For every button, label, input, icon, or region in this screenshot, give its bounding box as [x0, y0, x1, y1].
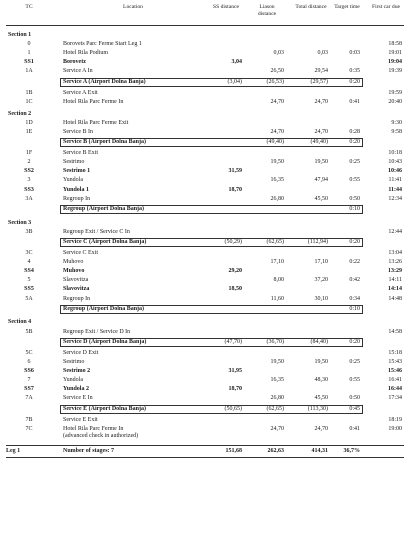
- header-liaison-distance: Liason distance: [257, 4, 277, 17]
- tc-code: 7: [27, 377, 31, 384]
- target-time: 0:20: [349, 139, 360, 146]
- liaison-distance: 26,80: [270, 395, 284, 402]
- table-header: [0, 0, 410, 26]
- header-divider: [6, 25, 404, 26]
- location-name: Service B In: [63, 128, 93, 135]
- total-distance: 48,30: [314, 377, 328, 384]
- first-car-due: 14:58: [388, 328, 402, 335]
- tc-code: 2: [27, 159, 31, 166]
- ss-distance: 18,50: [228, 286, 242, 293]
- ss-distance: 31,95: [228, 368, 242, 375]
- control-row: [0, 58, 410, 67]
- location-name: Sestrimo: [63, 359, 85, 365]
- control-row: [0, 367, 410, 376]
- location-name: Service E In: [63, 395, 93, 402]
- first-car-due: 10:46: [388, 168, 402, 175]
- location-name: Service C Exit: [63, 250, 98, 256]
- service-row: [0, 338, 410, 347]
- first-car-due: 12:34: [388, 195, 402, 202]
- liaison-distance: 19,50: [270, 359, 284, 365]
- tc-code: 5B: [25, 328, 33, 335]
- tc-code: SS3: [24, 186, 34, 193]
- first-car-due: 17:34: [388, 395, 402, 402]
- leg-ss-total: 151,68: [225, 447, 242, 454]
- first-car-due: 9:30: [391, 119, 402, 126]
- first-car-due: 11:44: [388, 186, 402, 193]
- location-name: Service B Exit: [63, 150, 98, 157]
- control-row: [0, 394, 410, 403]
- first-car-due: 14:11: [388, 277, 402, 284]
- service-row: [0, 78, 410, 87]
- control-row: [0, 328, 410, 337]
- control-row: [0, 228, 410, 237]
- tc-code: 5: [27, 277, 31, 284]
- first-car-due: 20:40: [388, 98, 402, 105]
- tc-code: 1D: [25, 119, 33, 126]
- location-name: Muhovo: [63, 268, 85, 275]
- ss-distance: 29,20: [228, 268, 242, 275]
- tc-code: 3C: [25, 250, 33, 256]
- liaison-distance: (49,40): [266, 139, 284, 146]
- tc-code: SS6: [24, 368, 34, 375]
- location-name: Slavovitza: [63, 277, 89, 284]
- control-row: [0, 358, 410, 367]
- target-time: 0:34: [349, 295, 360, 302]
- target-time: 0:41: [349, 425, 360, 432]
- section-heading: [0, 31, 410, 40]
- target-time: 0:25: [349, 159, 360, 166]
- location-name: Service E Exit: [63, 416, 98, 423]
- control-row: [0, 67, 410, 76]
- first-car-due: 14:48: [388, 295, 402, 302]
- first-car-due: 19:01: [388, 50, 402, 57]
- service-row: [0, 238, 410, 247]
- control-row: [0, 158, 410, 167]
- location-name: Slavovitza: [63, 286, 90, 293]
- control-row: [0, 167, 410, 176]
- control-row: [0, 128, 410, 137]
- location-name: Hotel Rila Parc Ferme In: [63, 98, 124, 105]
- section-label: Section 4: [8, 319, 32, 326]
- control-row: [0, 89, 410, 98]
- first-car-due: 9:58: [391, 128, 402, 135]
- first-car-due: 19:04: [388, 59, 402, 66]
- first-car-due: 10:18: [388, 150, 402, 157]
- first-car-due: 13:04: [388, 250, 402, 256]
- liaison-distance: 11,60: [270, 295, 284, 302]
- tc-code: SS7: [24, 386, 34, 393]
- location-name: Regroup Exit / Service D In: [63, 328, 131, 335]
- control-row: [0, 276, 410, 285]
- location-name: Sestrimo 2: [63, 368, 91, 375]
- tc-code: 3B: [25, 228, 33, 235]
- control-row: [0, 40, 410, 49]
- location-name: Hotel Rila Parc Ferme In: [63, 425, 124, 432]
- total-distance: 30,10: [314, 295, 328, 302]
- header-first-car-due: First car due: [372, 4, 400, 10]
- target-time: 0:22: [349, 259, 360, 266]
- total-distance: 37,20: [314, 277, 328, 284]
- control-row: [0, 119, 410, 128]
- tc-code: 6: [27, 359, 31, 365]
- service-row: [0, 138, 410, 147]
- first-car-due: 15:43: [388, 359, 402, 365]
- location-name: Regroup Exit / Service C In: [63, 228, 130, 235]
- tc-code: 1: [27, 50, 31, 57]
- header-location: Location: [123, 4, 143, 10]
- location-name: Service D Exit: [63, 349, 99, 356]
- tc-code: 4: [27, 259, 31, 266]
- header-tc: TC: [25, 4, 33, 10]
- control-row: [0, 195, 410, 204]
- total-distance: 47,94: [314, 177, 328, 184]
- ss-distance: 31,59: [228, 168, 242, 175]
- liaison-distance: (26,53): [266, 79, 284, 85]
- location-name: Borovetz: [63, 59, 86, 66]
- liaison-distance: 8,00: [273, 277, 284, 284]
- total-distance: 24,70: [314, 98, 328, 105]
- total-distance: 24,70: [314, 128, 328, 135]
- target-time: 0:28: [349, 128, 360, 135]
- control-row: [0, 98, 410, 107]
- tc-code: 7B: [25, 416, 33, 423]
- tc-code: 0: [27, 41, 31, 48]
- location-name: Regroup In: [63, 195, 91, 202]
- section-label: Section 1: [8, 32, 32, 38]
- location-name: Regroup In: [63, 295, 91, 302]
- control-row: [0, 385, 410, 394]
- control-row: [0, 258, 410, 267]
- location-name: Muhovo: [63, 259, 84, 266]
- leg-liaison-total: 262,63: [267, 447, 284, 454]
- location-name: Service C (Airport Dolna Banja): [63, 239, 147, 246]
- target-time: 0:20: [349, 339, 360, 346]
- location-name: Service B (Airport Dolna Banja): [63, 139, 146, 146]
- first-car-due: 16:44: [388, 386, 402, 393]
- ss-distance: 3,04: [231, 59, 242, 66]
- leg-label: Leg 1: [6, 447, 21, 454]
- stage-count: Number of stages: 7: [63, 447, 115, 454]
- target-time: 0:50: [349, 395, 360, 402]
- tc-code: 5A: [25, 295, 33, 302]
- tc-code: 1F: [25, 150, 33, 157]
- control-row: [0, 176, 410, 185]
- liaison-distance: (62,65): [266, 406, 284, 412]
- ss-distance: 18,70: [228, 186, 242, 193]
- first-car-due: 14:14: [388, 286, 402, 293]
- service-row: [0, 205, 410, 214]
- first-car-due: 13:29: [388, 268, 402, 275]
- section-heading: [0, 318, 410, 327]
- location-name: Yundola: [63, 377, 83, 384]
- tc-code: SS2: [24, 168, 34, 175]
- header-total-distance: Total distance: [295, 4, 327, 10]
- total-distance: 19,50: [314, 359, 328, 365]
- total-distance: (113,30): [307, 406, 328, 412]
- first-car-due: 19:39: [388, 68, 402, 75]
- total-distance: (29,57): [310, 79, 328, 85]
- location-name: Regroup (Airport Dolna Banja): [63, 306, 145, 313]
- location-name: Borovets Parc Ferme Start Leg 1: [63, 41, 142, 48]
- leg-summary-row: [6, 445, 404, 458]
- tc-code: SS1: [24, 59, 34, 66]
- first-car-due: 18:58: [388, 41, 402, 48]
- total-distance: 24,70: [314, 425, 328, 432]
- control-row: [0, 249, 410, 258]
- liaison-distance: 0,03: [273, 50, 284, 57]
- first-car-due: 10:43: [388, 159, 402, 166]
- service-row: [0, 305, 410, 314]
- tc-code: 1B: [25, 89, 33, 96]
- tc-code: 7A: [25, 395, 33, 402]
- total-distance: (84,40): [310, 339, 328, 346]
- liaison-distance: 24,70: [270, 425, 284, 432]
- target-time: 0:41: [349, 98, 360, 105]
- tc-code: 1A: [25, 68, 33, 75]
- tc-code: 5C: [25, 349, 33, 356]
- section-heading: [0, 110, 410, 119]
- first-car-due: 12:44: [388, 228, 402, 235]
- tc-code: SS5: [24, 286, 34, 293]
- total-distance: 17,10: [314, 259, 328, 266]
- location-name: Yundola: [63, 177, 83, 184]
- total-distance: (112,94): [307, 239, 328, 246]
- liaison-distance: 26,80: [270, 195, 284, 202]
- location-name: Yundola 2: [63, 386, 89, 393]
- first-car-due: 19:00: [388, 425, 402, 432]
- tc-code: 3: [27, 177, 31, 184]
- location-name: Service D (Airport Dolna Banja): [63, 339, 147, 346]
- target-time: 0:35: [349, 68, 360, 75]
- control-row: [0, 416, 410, 425]
- target-time: 0:55: [349, 177, 360, 184]
- control-row: [0, 186, 410, 195]
- total-distance: 45,50: [314, 395, 328, 402]
- control-row: [0, 285, 410, 294]
- header-ss-distance: SS distance: [213, 4, 239, 10]
- liaison-distance: (36,70): [266, 339, 284, 346]
- total-distance: 45,50: [314, 195, 328, 202]
- leg-distance-total: 414,31: [311, 447, 328, 454]
- control-row: [0, 376, 410, 385]
- first-car-due: 13:26: [388, 259, 402, 266]
- control-row: [0, 425, 410, 441]
- liaison-distance: 19,50: [270, 159, 284, 166]
- location-name: Hotel Rila Parc Ferme Exit: [63, 119, 129, 126]
- total-distance: (49,40): [310, 139, 328, 146]
- total-distance: 0,03: [317, 50, 328, 57]
- liaison-distance: (62,65): [266, 239, 284, 246]
- liaison-distance: 24,70: [270, 128, 284, 135]
- target-time: 0:45: [349, 406, 360, 412]
- location-name: Service E (Airport Dolna Banja): [63, 406, 146, 412]
- tc-code: 1C: [25, 98, 33, 105]
- location-name: Service A In: [63, 68, 93, 75]
- ss-distance: 18,70: [228, 386, 242, 393]
- target-time: 0:42: [349, 277, 360, 284]
- service-row: [0, 405, 410, 414]
- liaison-distance: 17,10: [270, 259, 284, 266]
- ss-distance: (50,65): [224, 406, 242, 412]
- location-note: (advanced check in authorized): [63, 432, 139, 439]
- tc-code: SS4: [24, 268, 34, 275]
- tc-code: 3A: [25, 195, 33, 202]
- section-label: Section 3: [8, 219, 32, 226]
- ss-distance: (47,70): [224, 339, 242, 346]
- location-name: Service A Exit: [63, 89, 98, 96]
- tc-code: 1E: [25, 128, 33, 135]
- section-heading: [0, 219, 410, 228]
- target-time: 0:20: [349, 239, 360, 246]
- target-time: 0:10: [349, 306, 360, 313]
- target-time: 0:10: [349, 206, 360, 213]
- target-time: 0:03: [349, 50, 360, 57]
- target-time: 0:25: [349, 359, 360, 365]
- liaison-distance: 16,35: [270, 177, 284, 184]
- ss-distance: (3,04): [227, 79, 242, 85]
- first-car-due: 11:41: [388, 177, 402, 184]
- header-target-time: Target time: [334, 4, 360, 10]
- location-name: Yundola 1: [63, 186, 89, 193]
- control-row: [0, 149, 410, 158]
- location-name: Regroup (Airport Dolna Banja): [63, 206, 145, 213]
- first-car-due: 16:41: [388, 377, 402, 384]
- target-time: 0:50: [349, 195, 360, 202]
- target-time: 0:20: [349, 79, 360, 85]
- liaison-distance: 16,35: [270, 377, 284, 384]
- location-name: Service A (Airport Dolna Banja): [63, 79, 146, 85]
- control-row: [0, 49, 410, 58]
- target-time: 0:55: [349, 377, 360, 384]
- leg-ss-percentage: 36,7%: [343, 447, 360, 454]
- first-car-due: 15:18: [388, 349, 402, 356]
- first-car-due: 19:59: [388, 89, 402, 96]
- tc-code: 7C: [25, 425, 33, 432]
- liaison-distance: 24,70: [270, 98, 284, 105]
- liaison-distance: 26,50: [270, 68, 284, 75]
- location-name: Hotel Rila Podium: [63, 50, 108, 57]
- control-row: [0, 267, 410, 276]
- section-label: Section 2: [8, 110, 32, 117]
- control-row: [0, 349, 410, 358]
- first-car-due: 15:46: [388, 368, 402, 375]
- location-name: Sestrimo 1: [63, 168, 91, 175]
- first-car-due: 18:19: [388, 416, 402, 423]
- total-distance: 19,50: [314, 159, 328, 166]
- control-row: [0, 295, 410, 304]
- ss-distance: (50,29): [224, 239, 242, 246]
- location-name: Sestrimo: [63, 159, 85, 166]
- total-distance: 29,54: [314, 68, 328, 75]
